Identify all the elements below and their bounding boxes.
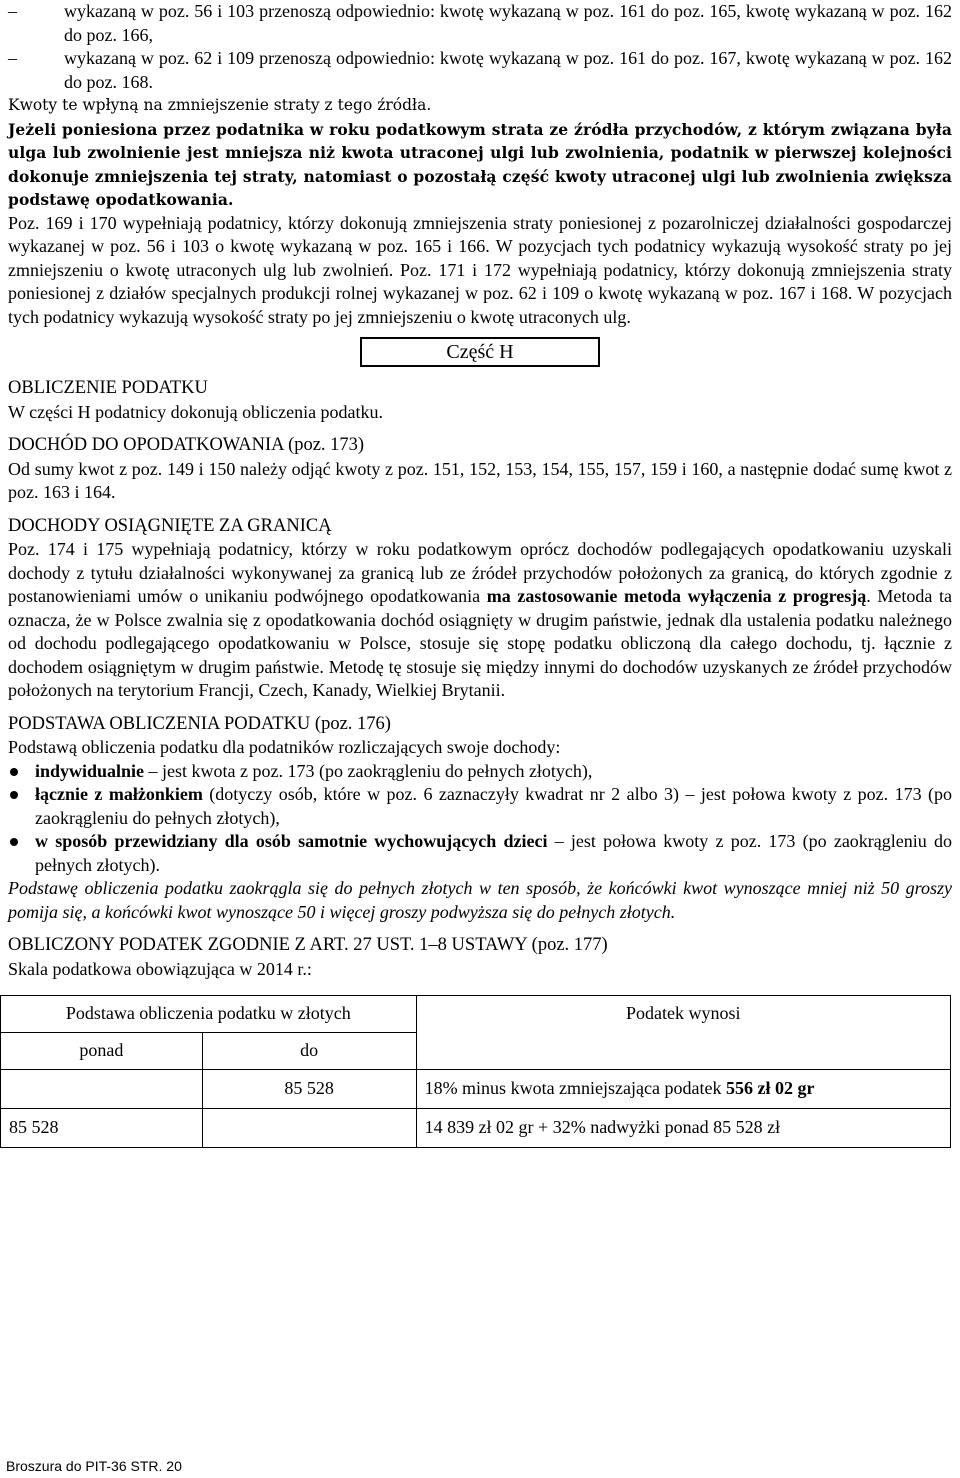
scale-label: Skala podatkowa obowiązująca w 2014 r.: bbox=[8, 958, 312, 979]
section-intro: Podstawą obliczenia podatku dla podatników rozliczających swoje dochody: bbox=[8, 737, 561, 757]
effect-note: Kwoty te wpłyną na zmniejszenie straty z tego źródła. bbox=[8, 96, 432, 114]
section-heading: DOCHODY OSIĄGNIĘTE ZA GRANICĄ bbox=[8, 515, 332, 536]
part-header bbox=[8, 337, 952, 369]
text-span: – jest połowa kwoty z poz. 173 (po zaokrągleniu do pełnych złotych). bbox=[35, 831, 952, 875]
section-heading: OBLICZONY PODATEK ZGODNIE Z ART. 27 UST. 1–8 USTAWY (poz. 177) bbox=[8, 935, 608, 955]
section-heading: PODSTAWA OBLICZENIA PODATKU (poz. 176) bbox=[8, 713, 391, 734]
text-span: 14 839 zł 02 gr + 32% nadwyżki ponad 85 528 zł bbox=[424, 1117, 781, 1138]
text-span: . Metoda ta oznacza, że w Polsce zwalnia się z opodatkowania dochód osiągnięty w drugim państwie, jednak dla ustalenia podatku należnego od dochodu podlegającego opodatkowaniu w Polsce, stosuje się stopę podatku obliczoną dla całego dochodu, tj. łącznie z dochodem osiągniętym w drugim państwie. Metodę tę stosuje się między innymi do dochodów uzyskanych ze źródeł przychodów położonych na terytorium Francji, Czech, Kanady, Wielkiej Brytanii. bbox=[8, 586, 952, 700]
bold-phrase: indywidualnie bbox=[35, 760, 145, 781]
foreign-income-paragraph bbox=[8, 538, 952, 703]
bold-phrase: w sposób przewidziany dla osób samotnie wychowujących dzieci bbox=[35, 831, 548, 851]
table-header-row bbox=[1, 996, 951, 1033]
section-heading: OBLICZENIE PODATKU bbox=[8, 378, 208, 398]
bullet-list bbox=[8, 760, 952, 878]
table-cell: 85 528 bbox=[202, 1070, 416, 1109]
rounding-note: Podstawę obliczenia podatku zaokrągla się do pełnych złotych w ten sposób, że końcówki kwot wynoszące mniej niż 50 groszy pomija się, a końcówki kwot wynoszące 50 i więcej groszy podwyższa się do pełnych złotych. bbox=[8, 878, 952, 922]
bold-phrase: łącznie z małżonkiem bbox=[35, 784, 203, 804]
bold-phrase: ma zastosowanie metoda wyłączenia z progresją bbox=[486, 586, 867, 606]
text-span: (dotyczy osób, które w poz. 6 zaznaczyły kwadrat nr 2 albo 3) – jest połowa kwoty z poz. 173 (po zaokrągleniu do pełnych złotych), bbox=[35, 784, 953, 828]
page-footer: Broszura do PIT-36 STR. 20 bbox=[6, 1458, 182, 1474]
list-item: – wykazaną w poz. 62 i 109 przenoszą odpowiednio: kwotę wykazaną w poz. 161 do poz. 167, kwotę wykazaną w poz. 162 do poz. 168. bbox=[8, 47, 952, 94]
header-cell: do bbox=[202, 1033, 416, 1070]
table-row bbox=[1, 1109, 951, 1148]
tax-scale-table bbox=[0, 995, 951, 1148]
text-span: – jest kwota z poz. 173 (po zaokrągleniu do pełnych złotych), bbox=[144, 760, 593, 781]
section-text: Od sumy kwot z poz. 149 i 150 należy odjąć kwoty z poz. 151, 152, 153, 154, 155, 157, 159 i 160, a następnie dodać sumę kwot z poz. 163 i 164. bbox=[8, 458, 952, 502]
warning-paragraph: Jeżeli poniesiona przez podatnika w roku podatkowym strata ze źródła przychodów, z którym związana była ulga lub zwolnienie jest mniejsza niż kwota utraconej ulgi lub zwolnienia, podatnik w pierwszej kolejności dokonuje zmniejszenia tej straty, natomiast o pozostałą część kwoty utraconej ulgi lub zwolnienia zwiększa podstawę opodatkowania. bbox=[8, 119, 952, 209]
table-cell bbox=[202, 1109, 416, 1148]
part-label: Część H bbox=[360, 337, 600, 367]
table-row bbox=[1, 1070, 951, 1109]
table-cell: 85 528 bbox=[1, 1109, 203, 1148]
table-cell bbox=[1, 1070, 203, 1109]
section-text: W części H podatnicy dokonują obliczenia podatku. bbox=[8, 401, 384, 422]
list-item bbox=[8, 760, 952, 784]
list-item bbox=[8, 783, 952, 830]
header-cell: Podstawa obliczenia podatku w złotych bbox=[1, 996, 417, 1033]
text-span: 18% minus kwota zmniejszająca podatek bbox=[424, 1078, 726, 1099]
list-item bbox=[8, 830, 952, 877]
header-cell: ponad bbox=[1, 1033, 203, 1070]
dash-list bbox=[8, 0, 952, 94]
document-page bbox=[8, 0, 952, 1148]
section-heading: DOCHÓD DO OPODATKOWANIA (poz. 173) bbox=[8, 435, 365, 455]
table-cell bbox=[416, 1070, 950, 1109]
header-cell: Podatek wynosi bbox=[416, 996, 950, 1070]
bold-phrase: 556 zł 02 gr bbox=[725, 1078, 815, 1099]
text-span: Poz. 174 i 175 wypełniają podatnicy, którzy w roku podatkowym oprócz dochodów podlegających opodatkowaniu uzyskali dochody z tytułu działalności wykonywanej za granicą lub ze źródeł przychodów położonych za granicą, do których zgodnie z postanowieniami umów o unikaniu podwójnego opodatkowania bbox=[8, 539, 952, 606]
list-item: – wykazaną w poz. 56 i 103 przenoszą odpowiednio: kwotę wykazaną w poz. 161 do poz. 165, kwotę wykazaną w poz. 162 do poz. 166, bbox=[8, 0, 952, 47]
poz-paragraph: Poz. 169 i 170 wypełniają podatnicy, którzy dokonują zmniejszenia straty poniesionej z pozarolniczej działalności gospodarczej wykazanej w poz. 56 i 103 o kwotę wykazaną w poz. 165 i 166. W pozycjach tych podatnicy wykazują wysokość straty po jej zmniejszeniu o kwotę utraconych ulg lub zwolnień. Poz. 171 i 172 wypełniają podatnicy, którzy dokonują zmniejszenia straty poniesionej z działów specjalnych produkcji rolnej wykazanej w poz. 62 i 109 o kwotę wykazaną w poz. 167 i 168. W pozycjach tych podatnicy wykazują wysokość straty po jej zmniejszeniu o kwotę utraconych ulg. bbox=[8, 212, 952, 327]
table-cell bbox=[416, 1109, 950, 1148]
